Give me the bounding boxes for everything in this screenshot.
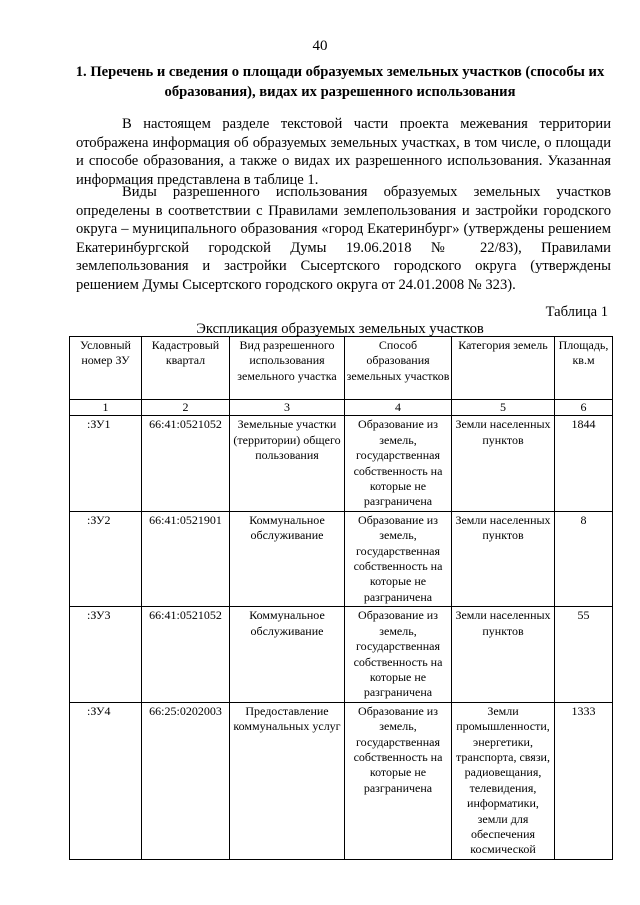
- land-category-cell: Земли промышленности, энергетики, транспорта, связи, радиовещания, телевидения, информатики, земли для обеспечения космической: [452, 702, 555, 859]
- land-category-cell: Земли населенных пунктов: [452, 511, 555, 606]
- table-caption: Экспликация образуемых земельных участков: [196, 321, 484, 337]
- plot-id-cell: :ЗУ4: [70, 702, 142, 859]
- column-number: 5: [452, 400, 555, 416]
- permitted-use-cell: Коммунальное обслуживание: [230, 607, 345, 702]
- table-row: [70, 511, 613, 606]
- section-heading: 1. Перечень и сведения о площади образуемых земельных участков (способы их образования), видах их разрешенного использования: [75, 64, 605, 100]
- intro-paragraph: [76, 115, 611, 189]
- header-cadastral-quarter: Кадастровый квартал: [142, 337, 230, 400]
- header-land-category: Категория земель: [452, 337, 555, 400]
- formation-method-cell: Образование из земель, государственная собственность на которые не разграничена: [345, 416, 452, 511]
- area-cell: 8: [555, 511, 613, 606]
- formation-method-cell: Образование из земель, государственная собственность на которые не разграничена: [345, 511, 452, 606]
- usage-paragraph-text: Виды разрешенного использования образуемых земельных участков определены в соответствии с Правилами землепользования и застройки городского округа – муниципального образования «город Екатеринбург» (утверждены решением Екатеринбургской городской Думы 19.06.2018 № 22/83), Правилами землепользования и застройки Сысертского городского округа (утверждены решением Думы Сысертского городского округа от 24.01.2008 № 323).: [76, 184, 611, 293]
- header-area: Площадь, кв.м: [555, 337, 613, 400]
- column-number: 4: [345, 400, 452, 416]
- formation-method-cell: Образование из земель, государственная собственность на которые не разграничена: [345, 702, 452, 859]
- intro-paragraph-text: В настоящем разделе текстовой части проекта межевания территории отображена информация об образуемых земельных участках, в том числе, о площади и способе образования, а также о видах их разрешенного использования. Указанная информация представлена в таблице 1.: [76, 116, 611, 188]
- column-number-row: [70, 400, 613, 416]
- area-cell: 55: [555, 607, 613, 702]
- cadastral-quarter-cell: 66:41:0521052: [142, 607, 230, 702]
- permitted-use-cell: Коммунальное обслуживание: [230, 511, 345, 606]
- table-header-row: [70, 337, 613, 400]
- plot-id-cell: :ЗУ1: [70, 416, 142, 511]
- permitted-use-cell: Предоставление коммунальных услуг: [230, 702, 345, 859]
- column-number: 2: [142, 400, 230, 416]
- area-cell: 1333: [555, 702, 613, 859]
- land-plots-table: [69, 336, 613, 860]
- cadastral-quarter-cell: 66:41:0521901: [142, 511, 230, 606]
- column-number: 3: [230, 400, 345, 416]
- header-formation-method: Способ образования земельных участков: [345, 337, 452, 400]
- column-number: 1: [70, 400, 142, 416]
- table-row: [70, 607, 613, 702]
- column-number: 6: [555, 400, 613, 416]
- permitted-use-cell: Земельные участки (территории) общего пользования: [230, 416, 345, 511]
- table-row: [70, 416, 613, 511]
- header-permitted-use: Вид разрешенного использования земельного участка: [230, 337, 345, 400]
- land-category-cell: Земли населенных пунктов: [452, 416, 555, 511]
- table-number: Таблица 1: [545, 304, 608, 320]
- plot-id-cell: :ЗУ3: [70, 607, 142, 702]
- plot-id-cell: :ЗУ2: [70, 511, 142, 606]
- formation-method-cell: Образование из земель, государственная собственность на которые не разграничена: [345, 607, 452, 702]
- land-category-cell: Земли населенных пунктов: [452, 607, 555, 702]
- cadastral-quarter-cell: 66:25:0202003: [142, 702, 230, 859]
- header-plot-id: Условный номер ЗУ: [70, 337, 142, 400]
- area-cell: 1844: [555, 416, 613, 511]
- table-row: [70, 702, 613, 859]
- usage-paragraph: [76, 183, 611, 295]
- page-number: 40: [312, 38, 328, 54]
- cadastral-quarter-cell: 66:41:0521052: [142, 416, 230, 511]
